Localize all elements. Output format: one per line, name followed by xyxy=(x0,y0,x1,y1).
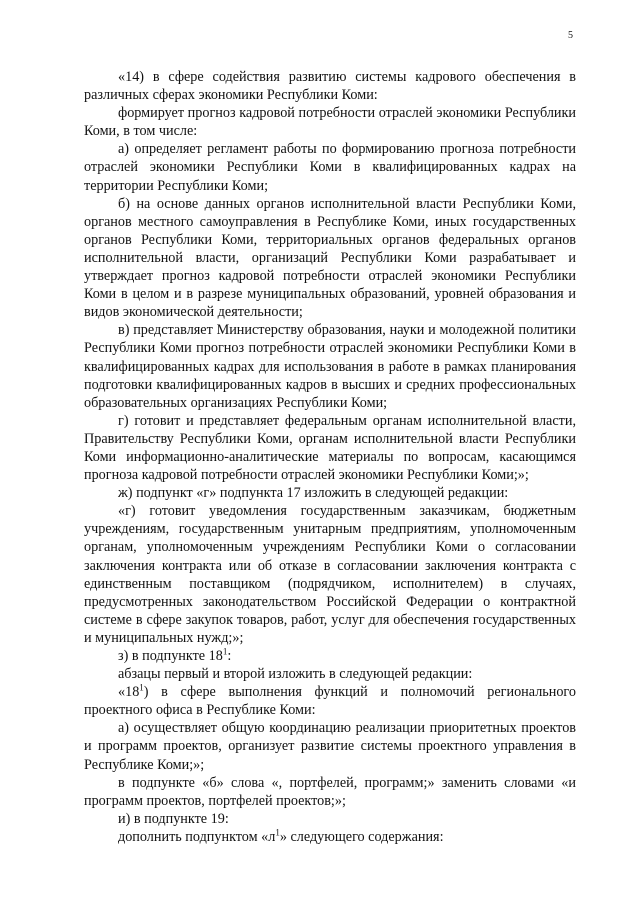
paragraph-text: «г) готовит уведомления государственным заказчикам, бюджетным учреждениям, государственным унитарным предприятиям, уполномоченным органам, уполномоченным учреждениям Республики Коми о согласовании заключения контракта или об отказе в согласовании заключения контракта с единственным поставщиком (подрядчиком, исполнителем) в случаях, предусмотренных законодательством Российской Федерации о контрактной системе в сфере закупок товаров, работ, услуг для обеспечения государственных и муниципальных нужд;»; xyxy=(84,503,576,646)
paragraph-text: в) представляет Министерству образования, науки и молодежной политики Республики Коми прогноз потребности отраслей экономики Республики Коми в квалифицированных кадрах для использования в работе в рамках планирования подготовки квалифицированных кадров в высших и средних профессиональных образовательных организациях Республики Коми; xyxy=(84,322,576,411)
paragraph xyxy=(84,321,576,411)
paragraph xyxy=(84,774,576,810)
paragraph xyxy=(84,484,576,502)
paragraph-text: а) определяет регламент работы по формированию прогноза потребности отраслей экономики Республики Коми в квалифицированных кадрах на территории Республики Коми; xyxy=(84,141,576,194)
paragraph xyxy=(84,502,576,647)
paragraph xyxy=(84,828,576,846)
page-number: 5 xyxy=(568,30,573,41)
paragraph-text: г) готовит и представляет федеральным органам исполнительной власти, Правительству Республики Коми, органам исполнительной власти Республики Коми информационно-аналитические материалы по вопросам, касающимся прогноза кадровой потребности отраслей экономики Республики Коми;»; xyxy=(84,412,576,484)
paragraph-text: абзацы первый и второй изложить в следующей редакции: xyxy=(118,666,473,683)
paragraph-text: а) осуществляет общую координацию реализации приоритетных проектов и программ проектов, организует развитие системы проектного управления в Республике Коми;»; xyxy=(84,720,576,773)
paragraph xyxy=(84,810,576,828)
paragraph xyxy=(84,665,576,683)
paragraph-text: в подпункте «б» слова «, портфелей, программ;» заменить словами «и программ проектов, портфелей проектов;»; xyxy=(84,774,576,809)
paragraph-text-tail: : xyxy=(227,648,232,664)
paragraph-text: дополнить подпунктом «л xyxy=(118,828,276,845)
paragraph-text: и) в подпункте 19: xyxy=(118,810,229,827)
paragraph-text-tail: ) в сфере выполнения функций и полномочий регионального проектного офиса в Республике Коми: xyxy=(84,684,576,719)
paragraph xyxy=(84,719,576,773)
document-body xyxy=(84,68,576,846)
paragraph xyxy=(84,68,576,104)
paragraph-text: б) на основе данных органов исполнительной власти Республики Коми, органов местного самоуправления в Республике Коми, иных государственных органов Республики Коми, территориальных органов федеральных органов исполнительной власти, организаций Республики Коми разрабатывает и утверждает прогноз кадровой потребности отраслей экономики Республики Коми в целом и в разрезе муниципальных образований, уровней образования и видов экономической деятельности; xyxy=(84,195,576,321)
paragraph xyxy=(84,647,576,665)
superscript: 1 xyxy=(275,827,280,838)
paragraph-text: формирует прогноз кадровой потребности отраслей экономики Республики Коми, в том числе: xyxy=(84,105,576,140)
paragraph-text: з) в подпункте 18 xyxy=(118,648,223,664)
paragraph xyxy=(84,683,576,719)
paragraph-text-tail: » следующего содержания: xyxy=(279,828,444,845)
paragraph xyxy=(84,140,576,194)
paragraph xyxy=(84,195,576,322)
superscript: 1 xyxy=(139,682,144,693)
paragraph-text: «14) в сфере содействия развитию системы кадрового обеспечения в различных сферах экономики Республики Коми: xyxy=(84,69,576,104)
superscript: 1 xyxy=(222,646,228,657)
paragraph xyxy=(84,104,576,140)
paragraph-text: ж) подпункт «г» подпункта 17 изложить в следующей редакции: xyxy=(118,485,509,502)
paragraph-text: «18 xyxy=(118,684,140,701)
paragraph xyxy=(84,412,576,484)
